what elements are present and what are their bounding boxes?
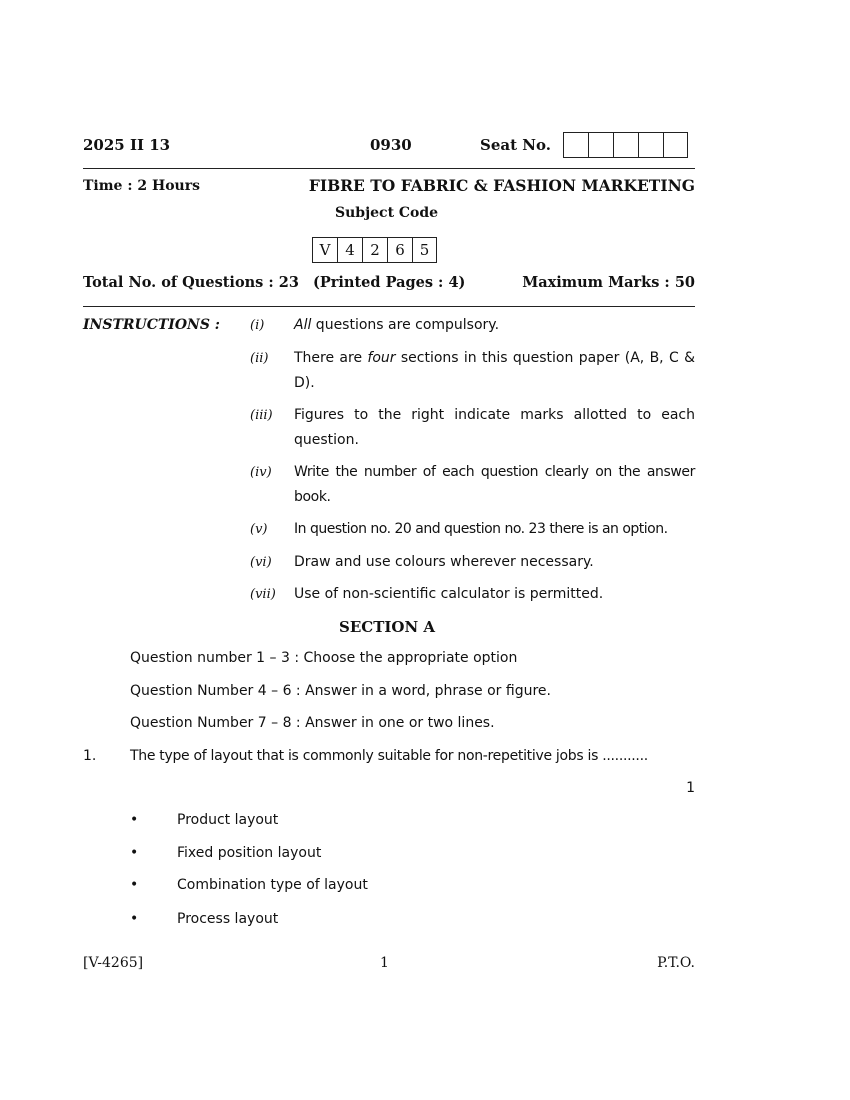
instruction-num: (iii) xyxy=(250,408,273,423)
question-marks: 1 xyxy=(686,780,695,796)
option-item: Fixed position layout xyxy=(177,845,322,861)
instruction-item: Draw and use colours wherever necessary. xyxy=(294,554,594,570)
subject-code-digit: 6 xyxy=(387,237,412,263)
option-item: Product layout xyxy=(177,812,279,828)
question-number: 1. xyxy=(83,748,97,764)
subject-code-label: Subject Code xyxy=(335,205,439,221)
option-item: Combination type of layout xyxy=(177,877,368,893)
total-questions: Total No. of Questions : 23 xyxy=(83,274,299,291)
instruction-num: (vii) xyxy=(250,587,276,602)
option-item: Process layout xyxy=(177,911,279,927)
instructions-label: INSTRUCTIONS : xyxy=(83,317,220,333)
bullet-icon: • xyxy=(130,845,139,861)
divider-top xyxy=(83,168,695,169)
subject-code-digit: 5 xyxy=(412,237,437,263)
instruction-num: (i) xyxy=(250,318,265,333)
subject-code-boxes xyxy=(312,237,437,263)
printed-pages: (Printed Pages : 4) xyxy=(313,274,466,291)
instruction-item: There are four sections in this question paper (A, B, C & D). xyxy=(294,350,695,391)
instruction-num: (iv) xyxy=(250,465,272,480)
instruction-num: (vi) xyxy=(250,555,272,570)
footer-code: [V-4265] xyxy=(83,955,144,971)
instruction-item: Write the number of each question clearly on the answer book. xyxy=(294,464,695,505)
instruction-item: Use of non-scientific calculator is permitted. xyxy=(294,586,604,602)
subject-code-digit: 4 xyxy=(337,237,362,263)
divider-bottom xyxy=(83,306,695,307)
seat-box[interactable] xyxy=(638,132,663,158)
max-marks: Maximum Marks : 50 xyxy=(522,274,695,291)
paper-code: 2025 II 13 xyxy=(83,136,171,154)
instruction-item: Figures to the right indicate marks allotted to each question. xyxy=(294,407,695,448)
question-text: The type of layout that is commonly suitable for non-repetitive jobs is ........... xyxy=(130,748,648,764)
section-title: SECTION A xyxy=(339,618,436,636)
seat-box[interactable] xyxy=(613,132,638,158)
seat-label: Seat No. xyxy=(480,136,551,154)
instruction-item: In question no. 20 and question no. 23 there is an option. xyxy=(294,521,668,537)
seat-box[interactable] xyxy=(588,132,613,158)
section-note: Question Number 7 – 8 : Answer in one or two lines. xyxy=(130,715,495,731)
paper-title: FIBRE TO FABRIC & FASHION MARKETING xyxy=(308,176,695,195)
center-code: 0930 xyxy=(370,136,412,154)
bullet-icon: • xyxy=(130,911,139,927)
instruction-item: All questions are compulsory. xyxy=(294,317,500,333)
instruction-num: (ii) xyxy=(250,351,269,366)
seat-number-boxes[interactable] xyxy=(563,132,688,158)
seat-box[interactable] xyxy=(663,132,688,158)
seat-box[interactable] xyxy=(563,132,588,158)
bullet-icon: • xyxy=(130,877,139,893)
subject-code-digit: V xyxy=(312,237,337,263)
section-note: Question number 1 – 3 : Choose the appropriate option xyxy=(130,650,518,666)
bullet-icon: • xyxy=(130,812,139,828)
footer-page: 1 xyxy=(380,955,389,971)
subject-code-digit: 2 xyxy=(362,237,387,263)
footer-pto: P.T.O. xyxy=(657,955,695,971)
instruction-num: (v) xyxy=(250,522,268,537)
section-note: Question Number 4 – 6 : Answer in a word, phrase or figure. xyxy=(130,683,551,699)
time-label: Time : 2 Hours xyxy=(83,178,200,194)
